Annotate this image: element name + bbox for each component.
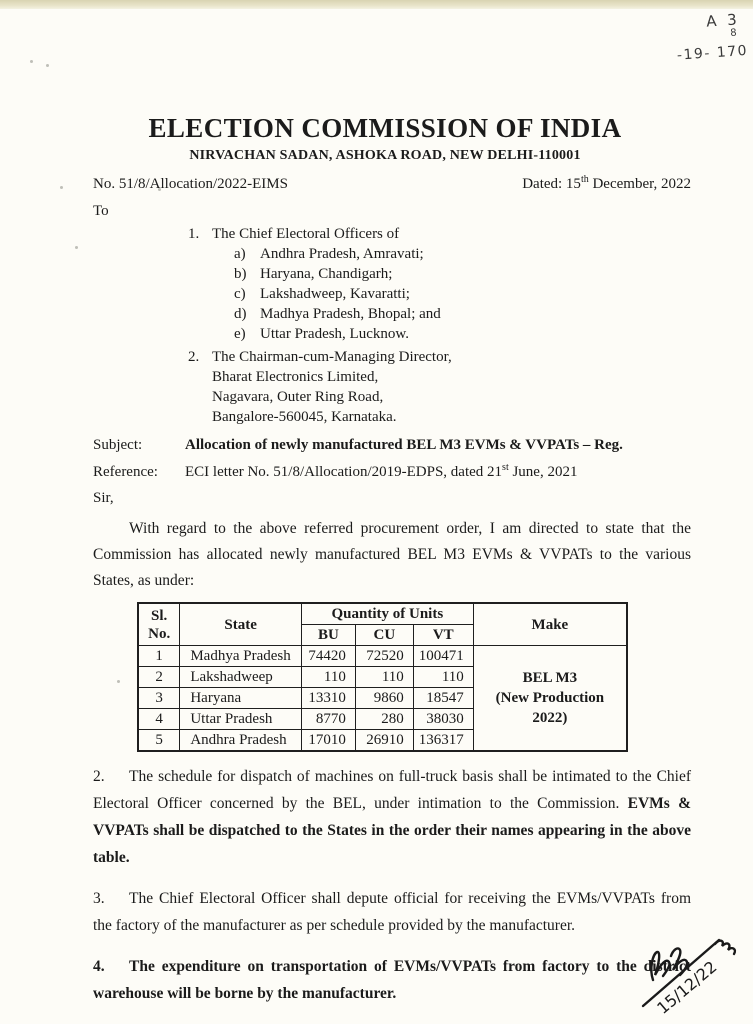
paragraph-4 — [93, 953, 691, 1007]
addressee-1-entries — [234, 244, 691, 344]
list-text: Haryana, Chandigarh; — [260, 266, 393, 282]
letter-body — [93, 115, 691, 1007]
cell-state: Uttar Pradesh — [180, 709, 302, 730]
addressee-1 — [188, 224, 691, 344]
cell-cu: 72520 — [355, 646, 413, 667]
cell-bu: 74420 — [301, 646, 355, 667]
para-text: The Chief Electoral Officer shall depute official for receiving the EVMs/VVPATs from the factory of the manufacturer as per schedule provided by the manufacturer. — [93, 890, 691, 934]
addressee-1-heading — [188, 224, 691, 244]
cell-cu: 280 — [355, 709, 413, 730]
cell-bu: 110 — [301, 667, 355, 688]
handwritten-text: A 3 — [705, 10, 741, 31]
scan-speck — [30, 60, 33, 63]
scan-speck — [75, 246, 78, 249]
signature-date: 15/12/22 — [653, 957, 721, 1018]
list-text: Andhra Pradesh, Amravati; — [260, 246, 424, 262]
list-letter: d) — [234, 306, 247, 322]
date-text: December, 2022 — [588, 176, 691, 192]
subject-row — [93, 435, 691, 455]
letter-meta-row — [93, 174, 691, 194]
list-item — [234, 284, 691, 304]
cell-bu: 8770 — [301, 709, 355, 730]
cell-vt: 38030 — [413, 709, 473, 730]
cell-vt: 136317 — [413, 730, 473, 752]
paragraph-1: With regard to the above referred procurement order, I am directed to state that the Commission has allocated newly manufactured BEL M3 EVMs & VVPATs to the various States, as under: — [93, 520, 691, 589]
reference-text: ECI letter No. 51/8/Allocation/2019-EDPS, dated 21 — [185, 464, 503, 480]
cell-cu: 110 — [355, 667, 413, 688]
list-letter: c) — [234, 286, 246, 302]
cell-state: Andhra Pradesh — [180, 730, 302, 752]
column-header-bu: BU — [301, 625, 355, 646]
list-item — [234, 264, 691, 284]
reference-text: June, 2021 — [508, 464, 578, 480]
cell-slno: 2 — [138, 667, 180, 688]
cell-bu: 17010 — [301, 730, 355, 752]
signature-stroke — [715, 941, 735, 954]
cell-state: Lakshadweep — [180, 667, 302, 688]
cell-slno: 3 — [138, 688, 180, 709]
reference-label: Reference: — [93, 464, 158, 480]
handwritten-text: -19- 170 — [676, 43, 749, 64]
paragraph-2 — [93, 763, 691, 871]
column-header-quantity: Quantity of Units — [301, 603, 473, 625]
signature-stroke — [651, 952, 669, 980]
handwritten-text: 8 — [729, 27, 738, 39]
cell-slno: 5 — [138, 730, 180, 752]
list-letter: b) — [234, 266, 247, 282]
para-bold-text: EVMs & VVPATs shall be dispatched to the States in the order their names appearing in the above table. — [93, 795, 691, 866]
cell-slno: 1 — [138, 646, 180, 667]
para-number: 2. — [93, 768, 105, 785]
reference-row — [93, 462, 691, 482]
header-text: No. — [148, 625, 171, 642]
scan-speck — [46, 64, 49, 67]
scan-speck — [60, 186, 63, 189]
scan-edge-band — [0, 0, 753, 9]
list-text: Lakshadweep, Kavaratti; — [260, 286, 410, 302]
cell-vt: 110 — [413, 667, 473, 688]
table-header-row — [138, 603, 627, 625]
para-number: 4. — [93, 958, 105, 975]
allocation-table — [137, 602, 628, 752]
column-header-vt: VT — [413, 625, 473, 646]
subject-value: Allocation of newly manufactured BEL M3 EVMs & VVPATs – Reg. — [185, 437, 623, 453]
list-text: Uttar Pradesh, Lucknow. — [260, 326, 409, 342]
cell-bu: 13310 — [301, 688, 355, 709]
cell-state: Haryana — [180, 688, 302, 709]
addressee-1-title: The Chief Electoral Officers of — [212, 226, 400, 242]
list-letter: e) — [234, 326, 246, 342]
date-text: Dated: 15 — [522, 176, 581, 192]
column-header-state: State — [180, 603, 302, 646]
list-number: 1. — [188, 226, 200, 242]
list-letter: a) — [234, 246, 246, 262]
column-header-make: Make — [473, 603, 627, 646]
list-item — [234, 304, 691, 324]
list-item — [234, 244, 691, 264]
salutation: Sir, — [93, 490, 114, 506]
cell-vt: 18547 — [413, 688, 473, 709]
cell-vt: 100471 — [413, 646, 473, 667]
to-label: To — [93, 203, 109, 219]
reference-value — [185, 462, 577, 482]
list-item — [234, 324, 691, 344]
cell-cu: 9860 — [355, 688, 413, 709]
header-text: Sl. — [151, 607, 168, 624]
column-header-cu: CU — [355, 625, 413, 646]
org-address: NIRVACHAN SADAN, ASHOKA ROAD, NEW DELHI-110001 — [189, 148, 581, 163]
make-text: (New Production 2022) — [495, 690, 605, 726]
para-bold-text: The expenditure on transportation of EVMs/VVPATs from factory to the district warehouse will be borne by the manufacturer. — [93, 958, 691, 1002]
cell-cu: 26910 — [355, 730, 413, 752]
address-line: Bangalore-560045, Karnataka. — [212, 409, 397, 425]
address-line: Nagavara, Outer Ring Road, — [212, 389, 384, 405]
subject-label: Subject: — [93, 437, 143, 453]
list-number: 2. — [188, 349, 200, 365]
make-text: BEL M3 — [522, 670, 578, 686]
letter-number: No. 51/8/Allocation/2022-EIMS — [93, 176, 288, 192]
handwritten-annotation — [626, 12, 749, 67]
address-line: The Chairman-cum-Managing Director, — [212, 349, 452, 365]
para-number: 3. — [93, 890, 105, 907]
para-text: The schedule for dispatch of machines on full-truck basis shall be intimated to the Chief Electoral Officer concerned by the BEL, under intimation to the Commission. — [93, 768, 691, 812]
date-ordinal: st — [502, 462, 509, 473]
cell-slno: 4 — [138, 709, 180, 730]
addressee-2-lines — [212, 347, 452, 427]
column-header-slno — [138, 603, 180, 646]
addressee-2 — [188, 347, 691, 427]
paragraph-3 — [93, 885, 691, 939]
cell-make — [473, 646, 627, 752]
list-text: Madhya Pradesh, Bhopal; and — [260, 306, 441, 322]
cell-state: Madhya Pradesh — [180, 646, 302, 667]
letter-date — [522, 174, 691, 194]
signature-scribble — [635, 928, 745, 1023]
org-title: ELECTION COMMISSION OF INDIA — [148, 113, 622, 143]
date-ordinal: th — [580, 174, 589, 185]
address-line: Bharat Electronics Limited, — [212, 369, 379, 385]
table-row — [138, 646, 627, 667]
